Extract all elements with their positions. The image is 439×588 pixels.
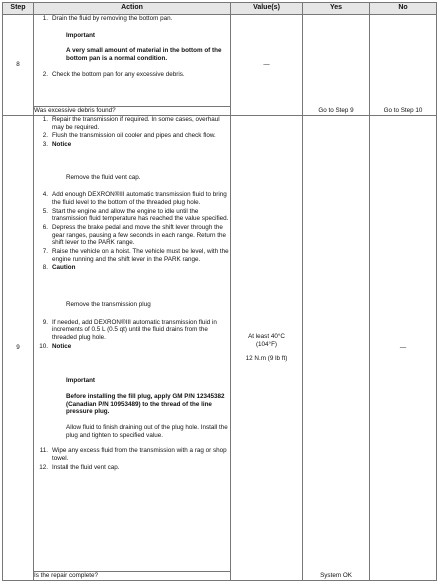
list-item: 3. Notice (42, 141, 72, 149)
list-item: 1. Drain the fluid by removing the bottom pan. (42, 15, 173, 22)
step-8-value: — (231, 15, 303, 116)
list-item: 5. Start the engine and allow the engine to idle until the transmission fluid temperature has reached the value specified. (42, 207, 229, 223)
step-9-action (34, 116, 231, 572)
list-item: 12. Install the fluid vent cap. (39, 463, 120, 471)
notice-text: Remove the fluid vent cap. (66, 173, 141, 181)
list-item: 7. Raise the vehicle on a hoist. The vehicle must be level, with the engine running and the shift lever in the PARK range. (42, 248, 229, 263)
list-item: 9. If needed, add DEXRON®III automatic transmission fluid in increments of 0.5 L (0.5 qt) until the fluid drains from the threaded plug hole. (42, 318, 217, 342)
step-8-yes: Go to Step 9 (303, 15, 370, 116)
step-8-question: Was excessive debris found? (34, 107, 231, 116)
important-text: A very small amount of material in the bottom of the bottom pan is a normal condition. (66, 47, 222, 63)
header-values: Value(s) (231, 3, 303, 15)
step-8-action-row (3, 15, 437, 107)
important-text: Before installing the fill plug, apply GM P/N 12345382 (Canadian P/N 10953489) to the thread of the line pressure plug. (66, 393, 225, 416)
step-9-no: — (370, 116, 437, 581)
header-no: No (370, 3, 437, 15)
list-item: 6. Depress the brake pedal and move the shift lever through the gear ranges, pausing a few seconds in each range. Return the shift lever to the PARK range. (42, 224, 226, 247)
caution-text: Remove the transmission plug (66, 301, 151, 309)
step-9-values (231, 116, 303, 581)
list-item: 11. Wipe any excess fluid from the transmission with a rag or shop towel. (39, 447, 227, 463)
step-9-yes: System OK (303, 116, 370, 581)
step-9-question: Is the repair complete? (34, 572, 231, 581)
list-item: 2. Check the bottom pan for any excessive debris. (42, 70, 185, 78)
step-8-number: 8 (3, 15, 34, 116)
list-item: 2. Flush the transmission oil cooler and pipes and check flow. (42, 132, 216, 140)
step-8-action (34, 15, 231, 107)
important-label: Important (66, 31, 96, 39)
header-step: Step (3, 3, 34, 15)
important-label: Important (66, 377, 96, 385)
step-9-action-row (3, 116, 437, 572)
list-item: 10. Notice (39, 342, 72, 350)
value-temp-line1: At least 40°C (248, 332, 285, 340)
header-action: Action (34, 3, 231, 15)
header-row (3, 3, 437, 15)
list-item: 4. Add enough DEXRON®III automatic transmission fluid to bring the fluid level to the bottom of the threaded plug hole. (42, 191, 227, 207)
header-yes: Yes (303, 3, 370, 15)
step-8-no: Go to Step 10 (370, 15, 437, 116)
value-torque: 12 N.m (9 lb ft) (245, 355, 288, 363)
list-item: 8. Caution (42, 264, 76, 272)
allow-text: Allow fluid to finish draining out of the plug hole. Install the plug and tighten to specified value. (66, 424, 228, 439)
step-9-number: 9 (3, 116, 34, 581)
value-temp-line2: (104°F) (255, 340, 278, 348)
list-item: 1. Repair the transmission if required. In some cases, overhaul may be required. (42, 116, 220, 131)
diagnostic-table (2, 2, 437, 581)
